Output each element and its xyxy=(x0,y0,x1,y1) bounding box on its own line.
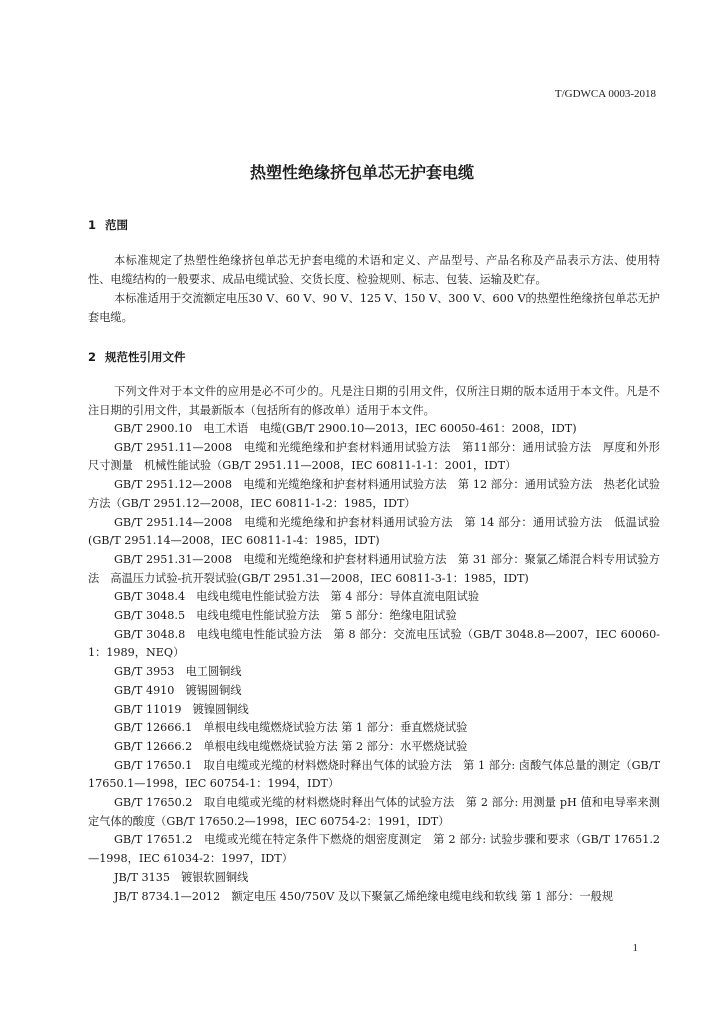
scope-paragraph: 本标准适用于交流额定电压30 V、60 V、90 V、125 V、150 V、300 V、600 V的热塑性绝缘挤包单芯无护套电缆。 xyxy=(88,292,660,324)
scope-paragraph: 本标准规定了热塑性绝缘挤包单芯无护套电缆的术语和定义、产品型号、产品名称及产品表示方法、使用特性、电缆结构的一般要求、成品电缆试验、交货长度、检验规则、标志、包装、运输及贮存。 xyxy=(88,254,660,286)
reference-item: GB/T 3048.8 电线电缆电性能试验方法 第 8 部分：交流电压试验（GB/T 3048.8—2007，IEC 60060-1：1989，NEQ） xyxy=(88,627,660,660)
document-title: 热塑性绝缘挤包单芯无护套电缆 xyxy=(249,163,474,182)
reference-list xyxy=(88,420,660,906)
reference-item: GB/T 3953 电工圆铜线 xyxy=(114,665,242,679)
reference-item: JB/T 3135 镀银软圆铜线 xyxy=(114,870,249,884)
reference-item: GB/T 2951.14—2008 电缆和光缆绝缘和护套材料通用试验方法 第 14 部分：通用试验方法 低温试验(GB/T 2951.14—2008，IEC 60811-1-4：1985，IDT) xyxy=(88,515,660,548)
section-heading-normative-references xyxy=(88,349,186,365)
reference-item: GB/T 11019 镀镍圆铜线 xyxy=(114,702,249,716)
section-heading-scope xyxy=(88,217,128,233)
reference-item: GB/T 2951.12—2008 电缆和光缆绝缘和护套材料通用试验方法 第 12 部分：通用试验方法 热老化试验方法（GB/T 2951.12—2008，IEC 60811-1-2：1985，IDT） xyxy=(88,478,660,510)
page-number: 1 xyxy=(632,942,638,954)
section-title: 规范性引用文件 xyxy=(105,350,186,364)
reference-item: GB/T 3048.5 电线电缆电性能试验方法 第 5 部分：绝缘电阻试验 xyxy=(114,609,457,623)
reference-item: GB/T 17651.2 电缆或光缆在特定条件下燃烧的烟密度测定 第 2 部分: 试验步骤和要求（GB/T 17651.2—1998，IEC 61034-2：1997，IDT） xyxy=(88,833,660,866)
reference-item: JB/T 8734.1—2012 额定电压 450/750V 及以下聚氯乙烯绝缘电缆电线和软线 第 1 部分：一般规 xyxy=(114,889,614,903)
reference-item: GB/T 2951.11—2008 电缆和光缆绝缘和护套材料通用试验方法 第11部分：通用试验方法 厚度和外形尺寸测量 机械性能试验（GB/T 2951.11—2008，IEC 60811-1-1：2001，IDT） xyxy=(88,440,660,473)
standard-code: T/GDWCA 0003-2018 xyxy=(554,88,656,100)
section-number: 1 xyxy=(88,218,97,232)
section-title: 范围 xyxy=(105,218,128,232)
reference-item: GB/T 3048.4 电线电缆电性能试验方法 第 4 部分：导体直流电阻试验 xyxy=(114,590,480,604)
section-number: 2 xyxy=(88,350,97,364)
reference-item: GB/T 2951.31—2008 电缆和光缆绝缘和护套材料通用试验方法 第 31 部分：聚氯乙烯混合料专用试验方法 高温压力试验-抗开裂试验(GB/T 2951.31—2008，IEC 60811-3-1：1985，IDT) xyxy=(88,552,660,585)
reference-item: GB/T 12666.1 单根电线电缆燃烧试验方法 第 1 部分：垂直燃烧试验 xyxy=(114,721,468,735)
reference-item: GB/T 2900.10 电工术语 电缆(GB/T 2900.10—2013，IEC 60050-461：2008，IDT) xyxy=(114,422,577,435)
reference-item: GB/T 17650.1 取自电缆或光缆的材料燃烧时释出气体的试验方法 第 1 部分: 卤酸气体总量的测定（GB/T 17650.1—1998，IEC 60754-1：1994，IDT） xyxy=(88,758,660,791)
references-intro: 下列文件对于本文件的应用是必不可少的。凡是注日期的引用文件，仅所注日期的版本适用于本文件。凡是不注日期的引用文件，其最新版本（包括所有的修改单）适用于本文件。 xyxy=(88,385,660,417)
reference-item: GB/T 17650.2 取自电缆或光缆的材料燃烧时释出气体的试验方法 第 2 部分: 用测量 pH 值和电导率来测定气体的酸度（GB/T 17650.2—1998，IEC 60754-2：1991，IDT） xyxy=(88,796,660,828)
reference-item: GB/T 4910 镀锡圆铜线 xyxy=(114,683,242,697)
reference-item: GB/T 12666.2 单根电线电缆燃烧试验方法 第 2 部分：水平燃烧试验 xyxy=(114,739,468,753)
